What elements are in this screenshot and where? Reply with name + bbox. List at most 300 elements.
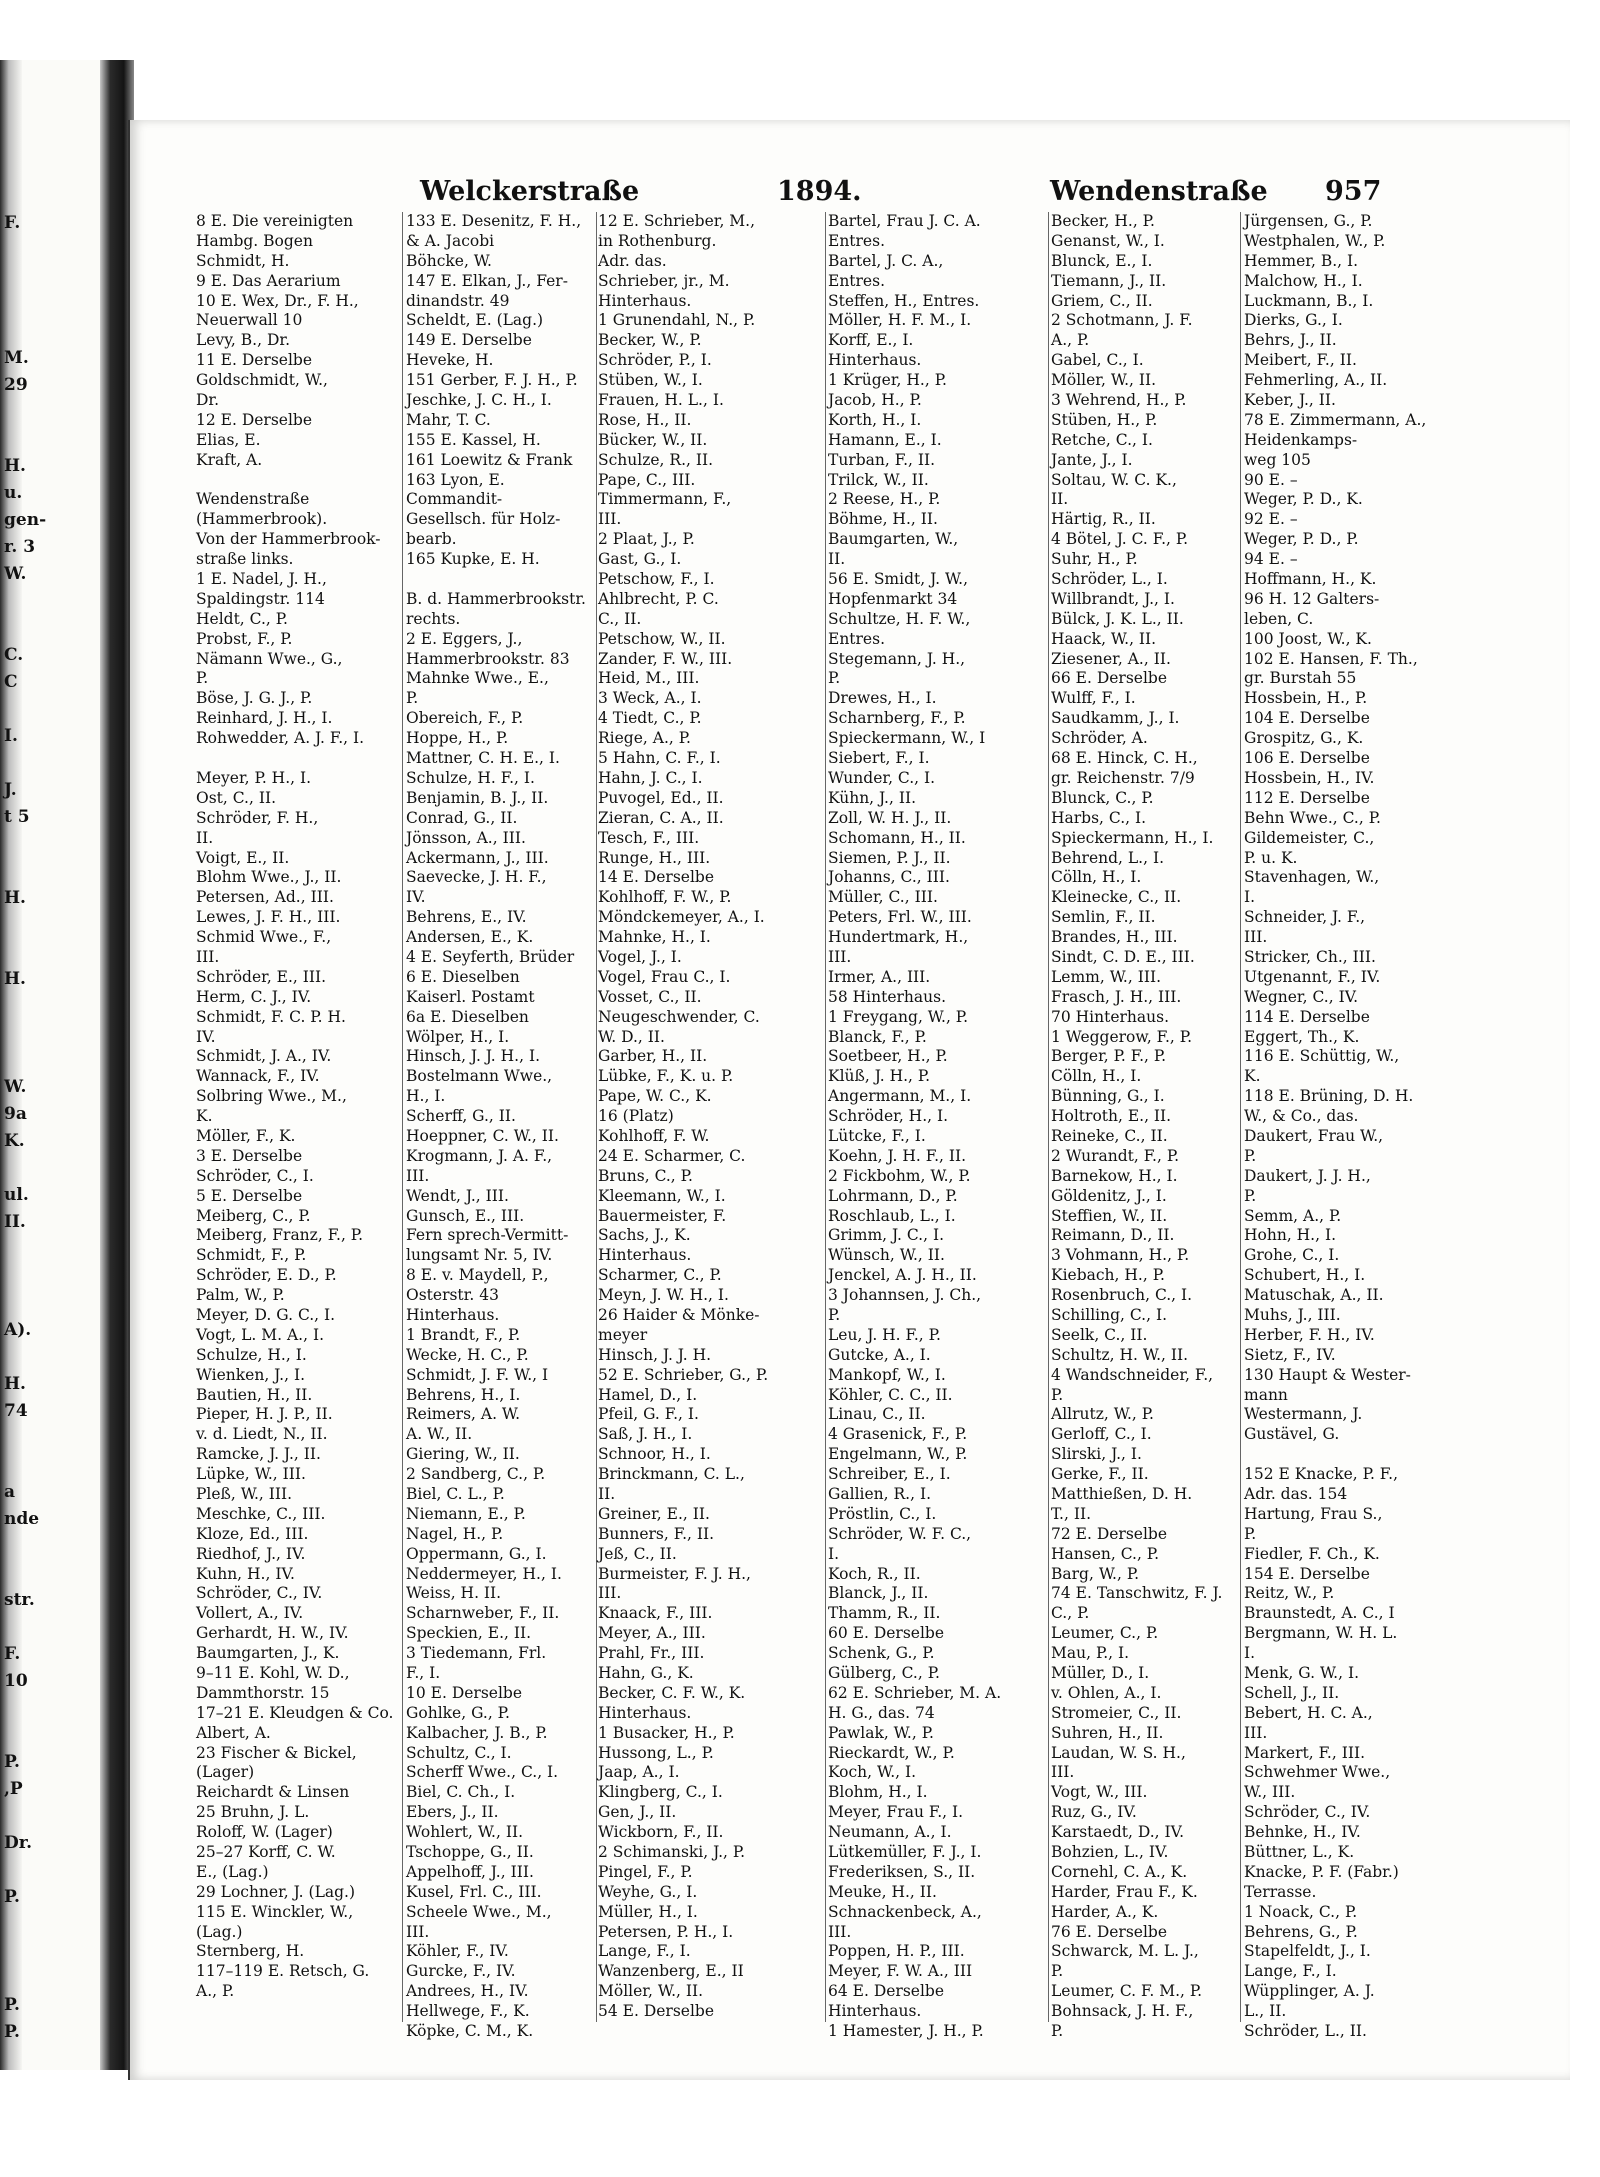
directory-entry: Seelk, C., II. (1051, 1325, 1148, 1344)
directory-entry: Schultz, H. W., II. (1051, 1345, 1189, 1364)
fragment-text: K. (4, 1131, 25, 1151)
directory-entry: Lewes, J. F. H., III. (196, 908, 341, 927)
directory-entry: Blanck, J., II. (828, 1584, 929, 1603)
directory-entry: Köpke, C. M., K. (406, 2022, 534, 2041)
directory-entry: Entres. (828, 271, 885, 290)
directory-entry: Entres. (828, 231, 885, 250)
directory-entry: Möller, W., II. (1051, 371, 1157, 390)
directory-entry: 2 Schimanski, J., P. (598, 1843, 746, 1862)
directory-entry: Pfeil, G. F., I. (598, 1405, 699, 1424)
fragment-text (4, 1695, 40, 1722)
directory-entry: Mattner, C. H. E., I. (406, 749, 560, 768)
directory-entry: Andrees, H., IV. (406, 1982, 529, 2001)
directory-entry: Zander, F. W., III. (598, 649, 733, 668)
directory-entry: 62 E. Schrieber, M. A. (828, 1683, 1002, 1702)
directory-entry: B. d. Hammerbrookstr. (406, 589, 586, 608)
directory-entry: Brandes, H., III. (1051, 928, 1178, 947)
directory-entry: Blunck, C., P. (1051, 788, 1154, 807)
directory-entry: Bohzien, L., IV. (1051, 1843, 1169, 1862)
directory-entry: H. G., das. 74 (828, 1703, 935, 1722)
directory-entry: 4 Tiedt, C., P. (598, 709, 702, 728)
directory-entry: 6 E. Dieselben (406, 967, 520, 986)
fragment-text: str. (4, 1590, 35, 1610)
directory-entry: Allrutz, W., P. (1051, 1405, 1154, 1424)
fragment-text: P. (4, 2022, 20, 2042)
directory-entry: Spaldingstr. 114 (196, 589, 325, 608)
directory-entry: Reineke, C., II. (1051, 1126, 1168, 1145)
directory-entry: Hinsch, J. J. H. (598, 1345, 712, 1364)
directory-entry: Tschoppe, G., II. (406, 1843, 534, 1862)
directory-entry: Meiberg, C., P. (196, 1206, 311, 1225)
directory-entry: Pawlak, W., P. (828, 1723, 934, 1742)
directory-entry: Albert, A. (196, 1723, 271, 1742)
directory-entry: Wüpplinger, A. J. (1244, 1982, 1375, 2001)
directory-entry: Speckien, E., II. (406, 1624, 532, 1643)
directory-entry: Wanzenberg, E., II (598, 1962, 744, 1981)
directory-entry: Schröder, A. (1051, 729, 1148, 748)
directory-entry: Ruz, G., IV. (1051, 1803, 1137, 1822)
directory-entry: 74 E. Tanschwitz, F. J. (1051, 1584, 1223, 1603)
year-heading: 1894. (777, 176, 862, 207)
directory-entry: Riedhof, J., IV. (196, 1544, 306, 1563)
directory-entry: Hussong, L., P. (598, 1743, 714, 1762)
directory-entry: P. (1051, 1385, 1064, 1404)
directory-entry: Schmidt, J. F. W., I (406, 1365, 549, 1384)
directory-entry: Jeschke, J. C. H., I. (406, 391, 552, 410)
fragment-text: M. (4, 348, 29, 368)
directory-entry: Matuschak, A., II. (1244, 1286, 1384, 1305)
directory-entry: Harder, Frau F., K. (1051, 1882, 1198, 1901)
directory-entry: Berger, P. F., P. (1051, 1047, 1167, 1066)
directory-entry: Menk, G. W., I. (1244, 1664, 1360, 1683)
directory-column-6 (1244, 212, 1534, 2042)
directory-entry: Gast, G., I. (598, 550, 682, 569)
directory-entry: K. (1244, 1067, 1261, 1086)
directory-entry: Schmidt, F. C. P. H. (196, 1007, 346, 1026)
directory-entry: P. (1244, 1524, 1257, 1543)
directory-entry: 56 E. Smidt, J. W., (828, 570, 969, 589)
directory-entry: Schultz, C., I. (406, 1743, 512, 1762)
directory-entry: 9–11 E. Kohl, W. D., (196, 1664, 350, 1683)
directory-entry: 133 E. Desenitz, F. H., (406, 212, 582, 230)
directory-entry: 94 E. – (1244, 550, 1298, 569)
directory-entry: Weyhe, G., I. (598, 1882, 698, 1901)
directory-entry: 2 Schotmann, J. F. (1051, 311, 1193, 330)
directory-entry: Meyer, P. H., I. (196, 768, 312, 787)
directory-entry: 26 Haider & Mönke- (598, 1305, 760, 1324)
directory-entry: Schmid Wwe., F., (196, 928, 332, 947)
directory-entry: Laudan, W. S. H., (1051, 1743, 1186, 1762)
fragment-text: I. (4, 726, 18, 746)
directory-entry: Pape, W. C., K. (598, 1087, 712, 1106)
directory-entry: Siebert, F., I. (828, 749, 930, 768)
directory-entry: Osterstr. 43 (406, 1286, 499, 1305)
fragment-text: P. (4, 1995, 20, 2015)
directory-entry: Leumer, C. F. M., P. (1051, 1982, 1203, 2001)
directory-entry: Pröstlin, C., I. (828, 1504, 937, 1523)
directory-entry: Spieckermann, H., I. (1051, 828, 1214, 847)
directory-entry: 155 E. Kassel, H. (406, 430, 541, 449)
directory-entry: Commandit- (406, 490, 503, 509)
directory-entry: Greiner, E., II. (598, 1504, 710, 1523)
directory-entry: Schwehmer Wwe., (1244, 1763, 1391, 1782)
directory-entry: Wohlert, W., II. (406, 1823, 523, 1842)
directory-entry: Schulze, H., I. (196, 1345, 307, 1364)
directory-entry: 8 E. v. Maydell, P., (406, 1266, 549, 1285)
directory-entry: 10 E. Derselbe (406, 1683, 523, 1702)
directory-entry: Schmidt, J. A., IV. (196, 1047, 332, 1066)
directory-entry: Karstaedt, D., IV. (1051, 1823, 1185, 1842)
directory-entry: Wegner, C., IV. (1244, 987, 1359, 1006)
directory-entry: Cornehl, C. A., K. (1051, 1862, 1188, 1881)
directory-entry: 96 H. 12 Galters- (1244, 589, 1380, 608)
directory-entry: 5 E. Derselbe (196, 1186, 303, 1205)
directory-entry: W., & Co., das. (1244, 1107, 1359, 1126)
directory-entry: Sietz, F., IV. (1244, 1345, 1336, 1364)
directory-entry: Steffien, W., II. (1051, 1206, 1168, 1225)
directory-entry: 3 Wehrend, H., P. (1051, 391, 1187, 410)
fragment-text (4, 993, 40, 1020)
directory-entry: Sindt, C. D. E., III. (1051, 947, 1195, 966)
directory-entry: III. (406, 1166, 430, 1185)
directory-entry: Tiemann, J., II. (1051, 271, 1167, 290)
directory-entry: Ost, C., II. (196, 788, 277, 807)
directory-entry: 4 Wandschneider, F., (1051, 1365, 1214, 1384)
directory-entry: 102 E. Hansen, F. Th., (1244, 649, 1418, 668)
directory-entry: Mankopf, W., I. (828, 1365, 946, 1384)
directory-entry: mann (1244, 1385, 1288, 1404)
directory-entry: 106 E. Derselbe (1244, 749, 1370, 768)
directory-entry: Jenckel, A. J. H., II. (828, 1266, 977, 1285)
directory-entry: Reimann, D., II. (1051, 1226, 1175, 1245)
directory-entry (1244, 1445, 1534, 1465)
fragment-text (4, 1533, 40, 1560)
directory-entry: Blanck, F., P. (828, 1027, 927, 1046)
fragment-text (4, 1155, 40, 1182)
directory-entry: Meiberg, Franz, F., P. (196, 1226, 364, 1245)
directory-entry: Levy, B., Dr. (196, 331, 291, 350)
directory-entry: Turban, F., II. (828, 450, 936, 469)
directory-entry: Mau, P., I. (1051, 1644, 1130, 1663)
directory-entry: Braunstedt, A. C., I (1244, 1604, 1395, 1623)
directory-entry: 25–27 Korff, C. W. (196, 1843, 336, 1862)
fragment-text: t 5 (4, 807, 30, 827)
page-header (420, 176, 1550, 216)
directory-entry: Genanst, W., I. (1051, 231, 1165, 250)
directory-entry: (Lag.) (196, 1922, 243, 1941)
directory-entry: Göldenitz, J., I. (1051, 1186, 1167, 1205)
directory-entry: Pieper, H. J. P., II. (196, 1405, 333, 1424)
directory-entry: Hansen, C., P. (1051, 1544, 1160, 1563)
directory-entry: Malchow, H., I. (1244, 271, 1363, 290)
directory-entry: Heveke, H. (406, 351, 494, 370)
directory-entry: 1 Noack, C., P. (1244, 1902, 1358, 1921)
directory-entry: Becker, C. F. W., K. (598, 1683, 746, 1702)
directory-entry: Möller, W., II. (598, 1982, 704, 2001)
directory-entry: Koehn, J. H. F., II. (828, 1146, 967, 1165)
directory-entry: Hoppe, H., P. (406, 729, 509, 748)
fragment-text: 74 (4, 1401, 28, 1421)
directory-entry: T., II. (1051, 1504, 1092, 1523)
directory-entry: Timmermann, F., (598, 490, 732, 509)
directory-entry: Conrad, G., II. (406, 808, 518, 827)
directory-entry: Biel, C. L., P. (406, 1485, 505, 1503)
directory-entry: F., I. (406, 1664, 441, 1683)
directory-entry: Nämann Wwe., G., (196, 649, 343, 668)
directory-entry: Gallien, R., I. (828, 1485, 932, 1503)
directory-entry: Adr. das. 154 (1244, 1485, 1348, 1503)
directory-entry: Schulze, R., II. (598, 450, 714, 469)
directory-entry: Meyer, D. G. C., I. (196, 1305, 336, 1324)
directory-entry: 152 E Knacke, P. F., (1244, 1465, 1398, 1484)
directory-entry: Kohlhoff, F. W. (598, 1126, 710, 1145)
directory-entry: I. (1244, 1644, 1256, 1663)
directory-entry: Behnke, H., IV. (1244, 1823, 1361, 1842)
directory-entry: 29 Lochner, J. (Lag.) (196, 1882, 355, 1901)
directory-entry: Herm, C. J., IV. (196, 987, 312, 1006)
directory-entry: Saevecke, J. H. F., (406, 868, 547, 887)
directory-entry: P. (406, 689, 419, 708)
directory-entry: Riege, A., P. (598, 729, 691, 748)
directory-entry: 161 Loewitz & Frank (406, 450, 573, 469)
directory-entry: 16 (Platz) (598, 1107, 674, 1126)
directory-entry: Schröder, C., I. (196, 1166, 314, 1185)
directory-entry: Schröder, P., I. (598, 351, 712, 370)
fragment-text: F. (4, 1644, 21, 1664)
directory-entry: Vogt, L. M. A., I. (196, 1325, 325, 1344)
directory-entry: Neuerwall 10 (196, 311, 303, 330)
directory-entry: Frauen, H. L., I. (598, 391, 724, 410)
directory-entry: Soltau, W. C. K., (1051, 470, 1177, 489)
directory-entry: Sternberg, H. (196, 1942, 305, 1961)
directory-entry: Benjamin, B. J., II. (406, 788, 549, 807)
directory-entry: Lange, F., I. (598, 1942, 691, 1961)
directory-entry: II. (196, 828, 214, 847)
directory-entry: Bartel, Frau J. C. A. (828, 212, 981, 230)
directory-entry: C., II. (598, 609, 642, 628)
directory-entry: Dr. (196, 391, 220, 410)
directory-entry: Reichardt & Linsen (196, 1783, 350, 1802)
directory-entry: Grospitz, G., K. (1244, 729, 1364, 748)
directory-entry: v. d. Liedt, N., II. (196, 1425, 328, 1444)
directory-entry: Probst, F., P. (196, 629, 293, 648)
directory-entry: Frederiksen, S., II. (828, 1862, 976, 1881)
directory-entry: Stegemann, J. H., (828, 649, 966, 668)
directory-entry: Lohrmann, D., P. (828, 1186, 958, 1205)
directory-entry: Härtig, R., II. (1051, 510, 1156, 529)
directory-entry: Gerloff, C., I. (1051, 1425, 1152, 1444)
directory-entry: Zieran, C. A., II. (598, 808, 724, 827)
directory-entry: Weiss, H. II. (406, 1584, 502, 1603)
directory-entry: Becker, H., P. (1051, 212, 1155, 230)
fragment-text: a (4, 1482, 16, 1502)
directory-entry (406, 570, 594, 590)
directory-entry: 2 E. Eggers, J., (406, 629, 523, 648)
fragment-text (4, 1938, 40, 1965)
directory-entry: Meyer, Frau F., I. (828, 1803, 964, 1822)
directory-entry: Giering, W., II. (406, 1445, 520, 1464)
directory-entry: Bergmann, W. H. L. (1244, 1624, 1398, 1643)
directory-entry: Baumgarten, J., K. (196, 1644, 340, 1663)
directory-entry: 3 Tiedemann, Frl. (406, 1644, 547, 1663)
directory-entry: Kühn, J., II. (828, 788, 917, 807)
directory-entry: Scharnberg, F., P. (828, 709, 966, 728)
fragment-text: Dr. (4, 1833, 33, 1853)
fragment-text (4, 1614, 40, 1641)
fragment-text: C (4, 672, 18, 692)
directory-entry: III. (196, 947, 220, 966)
fragment-text (4, 1425, 40, 1452)
previous-page-text-fragments (4, 210, 47, 2046)
directory-entry: Roschlaub, L., I. (828, 1206, 956, 1225)
fragment-text: H. (4, 888, 26, 908)
directory-entry: 25 Bruhn, J. L. (196, 1803, 310, 1822)
directory-columns (196, 212, 1536, 2041)
directory-entry: Hinterhaus. (598, 291, 692, 310)
directory-entry: Koch, R., II. (828, 1564, 921, 1583)
directory-entry: v. Ohlen, A., I. (1051, 1683, 1162, 1702)
fragment-text: W. (4, 1077, 27, 1097)
directory-entry: 11 E. Derselbe (196, 351, 313, 370)
directory-entry: Wienken, J., I. (196, 1365, 306, 1384)
directory-entry: Ziesener, A., II. (1051, 649, 1171, 668)
directory-entry: Suhr, H., P. (1051, 550, 1138, 569)
directory-entry: Westermann, J. (1244, 1405, 1363, 1424)
directory-entry: P. (1051, 1962, 1064, 1981)
directory-entry: Ackermann, J., III. (406, 848, 549, 867)
directory-entry: Schrieber, jr., M. (598, 271, 730, 290)
directory-entry: 78 E. Zimmermann, A., (1244, 410, 1427, 429)
directory-entry: Meyer, A., III. (598, 1624, 706, 1643)
directory-entry: Keber, J., II. (1244, 391, 1336, 410)
fragment-text (4, 831, 40, 858)
fragment-text (4, 750, 40, 777)
directory-entry: Jürgensen, G., P. (1244, 212, 1373, 230)
directory-entry: Westphalen, W., P. (1244, 231, 1386, 250)
directory-entry: III. (1051, 1763, 1075, 1782)
directory-column-4 (828, 212, 1046, 2042)
directory-entry: Neumann, A., I. (828, 1823, 952, 1842)
directory-entry: Barnekow, H., I. (1051, 1166, 1178, 1185)
directory-entry: Schröder, E., III. (196, 967, 327, 986)
fragment-text: u. (4, 483, 23, 503)
directory-entry: Dierks, G., I. (1244, 311, 1343, 330)
directory-entry: Lüpke, W., III. (196, 1465, 306, 1484)
directory-entry: 151 Gerber, F. J. H., P. (406, 371, 578, 390)
fragment-text: gen- (4, 510, 47, 530)
directory-entry: Retche, C., I. (1051, 430, 1153, 449)
directory-entry: III. (828, 1922, 852, 1941)
directory-entry: W. D., II. (598, 1027, 665, 1046)
directory-entry: III. (406, 1922, 430, 1941)
directory-entry: Heid, M., III. (598, 669, 700, 688)
directory-entry: Petersen, P. H., I. (598, 1922, 734, 1941)
directory-entry: Behrend, L., I. (1051, 848, 1165, 867)
directory-entry: Lübke, F., K. u. P. (598, 1067, 734, 1086)
directory-entry: 1 E. Nadel, J. H., (196, 570, 327, 589)
directory-entry: Wickborn, F., II. (598, 1823, 724, 1842)
directory-entry: Schneider, J. F., (1244, 908, 1366, 927)
directory-entry: 68 E. Hinck, C. H., (1051, 749, 1198, 768)
directory-entry: 117–119 E. Retsch, G. (196, 1962, 370, 1981)
directory-entry: Weger, P. D., P. (1244, 530, 1359, 549)
directory-entry: Wunder, C., I. (828, 768, 936, 787)
directory-entry: Semlin, F., II. (1051, 908, 1156, 927)
directory-entry: 12 E. Schrieber, M., (598, 212, 756, 230)
directory-entry: Blunck, E., I. (1051, 251, 1153, 270)
directory-column-1 (196, 212, 396, 2002)
fragment-text (4, 1803, 40, 1830)
directory-entry: Puvogel, Ed., II. (598, 788, 724, 807)
directory-entry: 1 Weggerow, F., P. (1051, 1027, 1193, 1046)
directory-entry: 4 E. Seyferth, Brüder (406, 947, 575, 966)
directory-entry: A., P. (1051, 331, 1090, 350)
directory-entry: Haack, W., II. (1051, 629, 1157, 648)
fragment-text (4, 399, 40, 426)
directory-entry: Saß, J. H., I. (598, 1425, 693, 1444)
fragment-text (4, 291, 40, 318)
directory-entry: A., P. (196, 1982, 235, 2001)
directory-entry: Tesch, F., III. (598, 828, 700, 847)
directory-entry: 1 Hamester, J. H., P. (828, 2022, 984, 2041)
directory-entry: Hinterhaus. (828, 351, 922, 370)
directory-entry: Suhren, H., II. (1051, 1723, 1164, 1742)
directory-entry: Wendt, J., III. (406, 1186, 509, 1205)
directory-entry: Korth, H., I. (828, 410, 922, 429)
directory-entry: Lemm, W., III. (1051, 967, 1162, 986)
directory-entry: Knaack, F., III. (598, 1604, 713, 1623)
directory-entry: Markert, F., III. (1244, 1743, 1365, 1762)
directory-entry: 60 E. Derselbe (828, 1624, 945, 1643)
directory-entry: Kaiserl. Postamt (406, 987, 535, 1006)
directory-entry: Leu, J. H. F., P. (828, 1325, 941, 1344)
fragment-text: nde (4, 1509, 40, 1529)
directory-entry: Irmer, A., III. (828, 967, 931, 986)
directory-entry: Vollert, A., IV. (196, 1604, 304, 1623)
directory-entry: Reitz, W., P. (1244, 1584, 1335, 1603)
directory-entry: Müller, H., I. (598, 1902, 698, 1921)
directory-entry: Stromeier, C., II. (1051, 1703, 1182, 1722)
directory-entry: 24 E. Scharmer, C. (598, 1146, 746, 1165)
directory-entry: Schröder, C., IV. (1244, 1803, 1371, 1822)
fragment-text (4, 1452, 40, 1479)
fragment-text: 29 (4, 375, 28, 395)
directory-entry: Fern sprech-Vermitt- (406, 1226, 569, 1245)
directory-entry: I. (828, 1544, 840, 1563)
directory-entry: Böse, J. G. J., P. (196, 689, 313, 708)
fragment-text (4, 1722, 40, 1749)
directory-entry: II. (1051, 490, 1069, 509)
directory-entry: Jönsson, A., III. (406, 828, 526, 847)
fragment-text (4, 426, 40, 453)
directory-entry: Schulze, H. F., I. (406, 768, 535, 787)
directory-entry: Kohlhoff, F. W., P. (598, 888, 732, 907)
directory-entry: 4 Bötel, J. C. F., P. (1051, 530, 1189, 549)
directory-entry: Barg, W., P. (1051, 1564, 1140, 1583)
directory-entry: 116 E. Schüttig, W., (1244, 1047, 1400, 1066)
directory-entry: Oppermann, G., I. (406, 1544, 547, 1563)
directory-entry: P. u. K. (1244, 848, 1298, 867)
directory-entry: Soetbeer, H., P. (828, 1047, 948, 1066)
directory-entry: Schröder, L., II. (1244, 2022, 1367, 2041)
directory-entry: Hinterhaus. (598, 1246, 692, 1265)
directory-entry: Jacob, H., P. (828, 391, 922, 410)
directory-entry: Büttner, L., K. (1244, 1843, 1355, 1862)
directory-entry: IV. (196, 1027, 216, 1046)
directory-entry: Terrasse. (1244, 1882, 1317, 1901)
directory-entry: Gohlke, G., P. (406, 1703, 510, 1722)
directory-entry: Vogel, Frau C., I. (598, 967, 731, 986)
